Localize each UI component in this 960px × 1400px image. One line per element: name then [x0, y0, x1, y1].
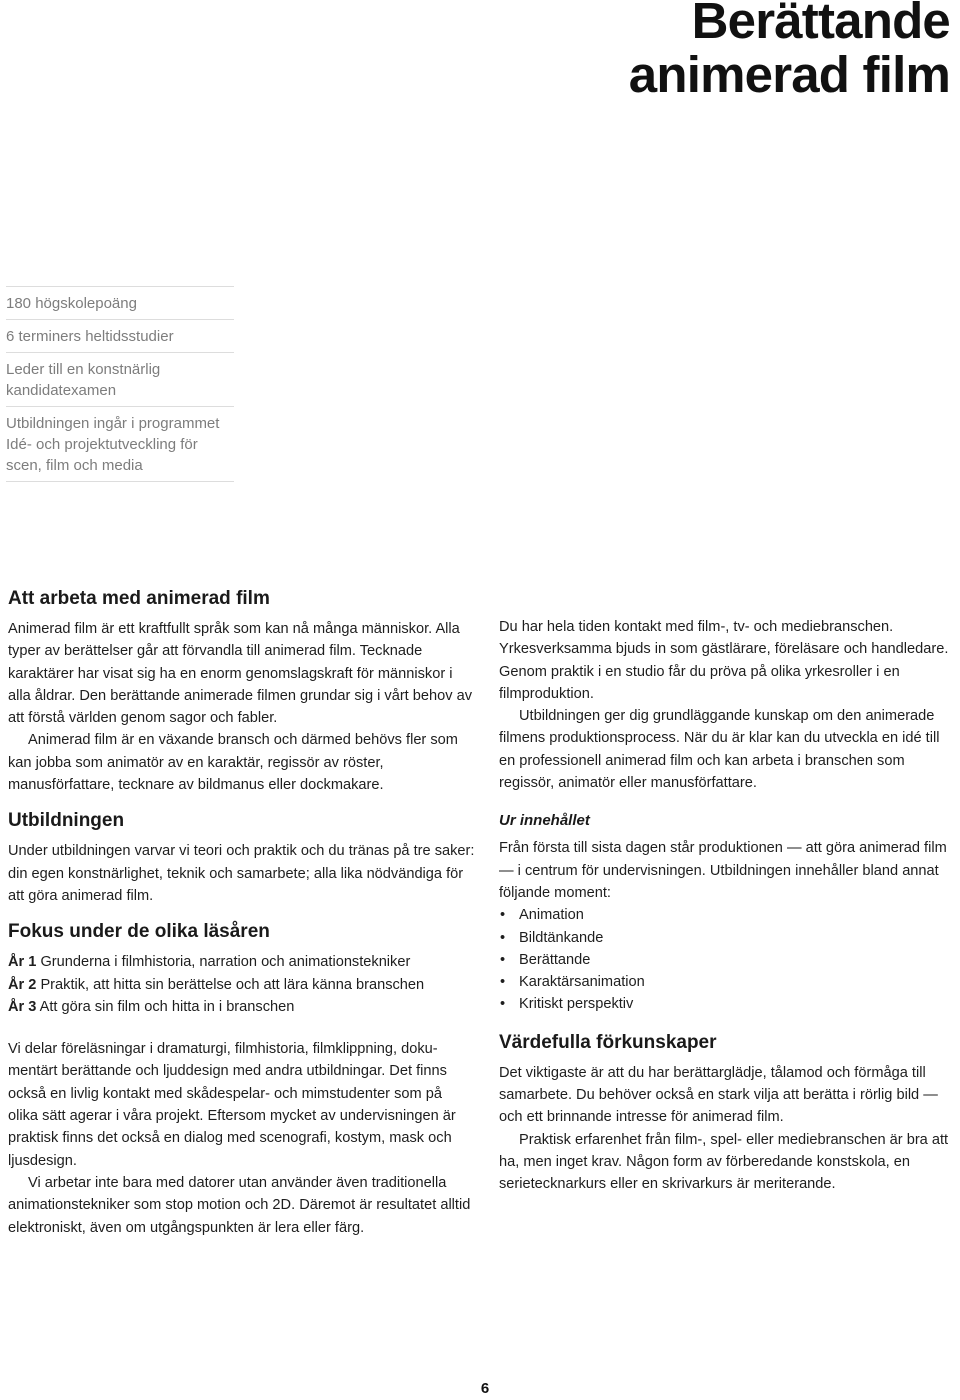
section-education — [8, 808, 476, 907]
moments-list — [499, 904, 955, 1015]
paragraph: Praktisk erfarenhet från film-, spel- eller mediebranschen är bra att ha, men inget krav. Någon form av förberedande konstskola, en serietecknarkurs eller en skrivarkurs är meriterande. — [499, 1131, 949, 1193]
paragraph: Animerad film är ett kraftfullt språk som kan nå många människor. Alla typer av berättelser går att förvandla till animerad film. Tecknade karaktärer har visat sig ha en enorm genomslagskraft för människor i alla åldrar. Den berättande animerade filmen grundar sig i vårt behov av att förstå världen genom sagor och fabler. — [8, 621, 473, 727]
section-heading: Att arbeta med animerad film — [8, 588, 270, 609]
paragraph: Vi delar föreläsningar i dramaturgi, filmhistoria, filmklippning, dokumentärt berättande och ljuddesign med andra utbildningar. Det finns också en livlig kontakt med skådespelar- och mimstudenter som på olika sätt agerar i våra projekt. Eftersom mycket av undervisningen är praktisk finns det också en dialog med scenografi, kostym, mask och ljusdesign. — [8, 1041, 456, 1169]
left-column — [8, 586, 476, 1239]
subsection-heading: Ur innehållet — [499, 812, 590, 830]
section-heading: Värdefulla förkunskaper — [499, 1031, 717, 1053]
section-working-with-animation — [8, 586, 476, 796]
section-contents — [499, 810, 955, 1015]
section-prerequisites — [499, 1030, 955, 1196]
paragraph: Under utbildningen varvar vi teori och praktik och du tränas på tre saker: din egen konstnärlighet, teknik och samarbete; alla lika nödvändiga för att göra animerad film. — [8, 843, 475, 904]
section-industry-contact — [499, 616, 955, 794]
paragraph: Animerad film är en växande bransch och därmed behövs fler som kan jobba som animatör av en karaktär, regissör av röster, manusförfattare, tecknare av bildmanus eller dockmakare. — [8, 732, 458, 794]
year-text: Grunderna i filmhistoria, narration och animationstekniker — [36, 954, 411, 971]
fact-programme: Utbildningen ingår i programmet Idé- och projektutveckling för scen, film och media — [6, 407, 234, 482]
year-text: Att göra sin film och hitta in i branschen — [36, 998, 295, 1015]
right-column — [499, 616, 955, 1196]
list-item: • Karaktärsanimation — [499, 971, 955, 993]
year-item — [8, 974, 476, 996]
year-label: År 2 — [8, 976, 37, 993]
facts-sidebar — [6, 286, 234, 482]
fact-degree: Leder till en konstnärlig kandidatexamen — [6, 353, 234, 407]
list-item: • Berättande — [499, 949, 955, 971]
section-focus-years — [8, 919, 476, 1018]
paragraph: Vi arbetar inte bara med datorer utan använder även traditionella animationstekniker som stop motion och 2D. Däremot är resultatet alltid elektroniskt, även om utgångspunkten är lera eller färg. — [8, 1174, 471, 1236]
page-title-line-2: animerad film — [628, 46, 950, 103]
section-heading: Utbildningen — [8, 810, 125, 832]
year-text: Praktik, att hitta sin berättelse och att lära känna branschen — [36, 976, 425, 993]
paragraph: Det viktigaste är att du har berättarglädje, tålamod och förmåga till samarbete. Du behöver också en stark vilja att berätta i rörlig bild — och ett brinnande intresse för animerad film. — [499, 1064, 938, 1126]
list-item: • Bildtänkande — [499, 927, 955, 949]
year-label: År 1 — [8, 954, 37, 971]
paragraph: Från första till sista dagen står produktionen — att göra animerad film — i centrum för undervisningen. Utbildningen innehåller bland annat följande moment: — [499, 840, 947, 901]
section-collaboration — [8, 1038, 476, 1239]
section-heading: Fokus under de olika läsåren — [8, 921, 270, 943]
fact-credits: 180 högskolepoäng — [6, 287, 234, 320]
year-item — [8, 951, 476, 973]
paragraph: Utbildningen ger dig grundläggande kunskap om den animerade filmens produktionsprocess. När du är klar kan du utveckla en idé till en professionell animerad film och kan arbeta i branschen som regissör, animatör eller manusförfattare. — [499, 708, 940, 792]
list-item: • Kritiskt perspektiv — [499, 993, 955, 1015]
page-title — [629, 0, 950, 102]
year-label: År 3 — [8, 998, 37, 1015]
list-item: • Animation — [499, 904, 955, 926]
page-number: 6 — [480, 1380, 490, 1397]
page-title-line-1: Berättande — [691, 0, 950, 49]
paragraph: Du har hela tiden kontakt med film-, tv- och mediebranschen. Yrkesverksamma bjuds in som gästlärare, föreläsare och handledare. Genom praktik i en studio får du pröva på olika yrkesroller i en filmproduktion. — [499, 619, 949, 702]
fact-duration: 6 terminers heltidsstudier — [6, 320, 234, 353]
year-item — [8, 996, 476, 1018]
